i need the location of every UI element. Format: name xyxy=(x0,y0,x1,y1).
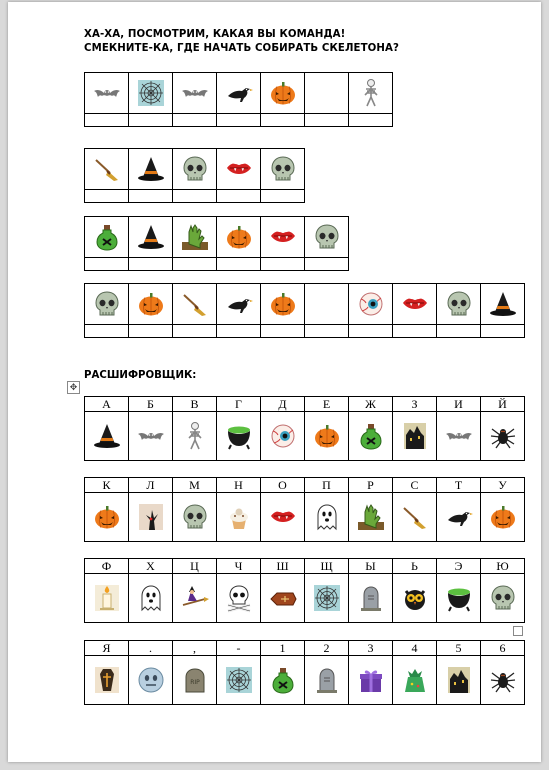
skeleton-icon xyxy=(356,78,386,108)
decoder-table-2 xyxy=(84,477,525,542)
answer-cell[interactable] xyxy=(173,258,217,271)
answer-cell[interactable] xyxy=(261,258,305,271)
answer-cell[interactable] xyxy=(261,190,305,203)
lips-icon xyxy=(400,289,430,319)
moon-face-icon xyxy=(136,665,166,695)
answer-cell[interactable] xyxy=(85,325,129,338)
lips-icon xyxy=(268,222,298,252)
answer-cell[interactable] xyxy=(217,325,261,338)
decoder-picture xyxy=(217,412,261,461)
decoder-picture xyxy=(481,574,525,623)
decoder-letter: Х xyxy=(129,559,173,574)
haunted-house-icon xyxy=(400,421,430,451)
skull-icon xyxy=(180,502,210,532)
decoder-letter: И xyxy=(437,397,481,412)
decoder-picture xyxy=(437,412,481,461)
decoder-letter: К xyxy=(85,478,129,493)
witch-on-broom-icon xyxy=(180,583,210,613)
decoder-picture xyxy=(437,493,481,542)
answer-cell[interactable] xyxy=(305,325,349,338)
answer-cell[interactable] xyxy=(217,114,261,127)
decoder-letter: Ц xyxy=(173,559,217,574)
gift-box-icon xyxy=(356,665,386,695)
pumpkin-icon xyxy=(224,222,254,252)
decoder-letter: 1 xyxy=(261,641,305,656)
coffin-icon xyxy=(268,583,298,613)
gravestone-icon xyxy=(356,583,386,613)
candle-icon xyxy=(92,583,122,613)
answer-cell[interactable] xyxy=(129,114,173,127)
answer-cell[interactable] xyxy=(173,114,217,127)
decoder-letter: 3 xyxy=(349,641,393,656)
answer-cell[interactable] xyxy=(261,114,305,127)
potion-bottle-icon xyxy=(268,665,298,695)
puzzle-table-2 xyxy=(84,148,305,203)
puzzle-cell[interactable] xyxy=(129,149,173,190)
decoder-letter: Н xyxy=(217,478,261,493)
skull-icon xyxy=(444,289,474,319)
puzzle-cell[interactable] xyxy=(85,217,129,258)
puzzle-cell[interactable] xyxy=(393,284,437,325)
cupcake-icon xyxy=(224,502,254,532)
decoder-picture xyxy=(349,493,393,542)
crow-icon xyxy=(224,289,254,319)
decoder-picture xyxy=(173,412,217,461)
puzzle-cell[interactable] xyxy=(349,73,393,114)
puzzle-table-4 xyxy=(84,283,525,338)
decoder-picture xyxy=(349,412,393,461)
puzzle-cell[interactable] xyxy=(173,284,217,325)
decoder-picture xyxy=(173,493,217,542)
decoder-letter: А xyxy=(85,397,129,412)
decoder-picture xyxy=(129,412,173,461)
witch-hat-icon xyxy=(92,421,122,451)
decoder-letter: Ы xyxy=(349,559,393,574)
gravestone-icon xyxy=(312,665,342,695)
decoder-title: РАСШИФРОВЩИК: xyxy=(84,370,197,381)
decoder-letter: П xyxy=(305,478,349,493)
skull-icon xyxy=(488,583,518,613)
decoder-picture xyxy=(481,656,525,705)
decoder-letter: Г xyxy=(217,397,261,412)
decoder-picture xyxy=(481,493,525,542)
decoder-picture xyxy=(261,412,305,461)
witch-hat-icon xyxy=(488,289,518,319)
spider-icon xyxy=(488,665,518,695)
decoder-letter: Э xyxy=(437,559,481,574)
potion-bottle-icon xyxy=(356,421,386,451)
cauldron-icon xyxy=(224,421,254,451)
decoder-picture xyxy=(305,656,349,705)
skull-icon xyxy=(180,154,210,184)
decoder-letter: Щ xyxy=(305,559,349,574)
puzzle-cell[interactable] xyxy=(261,73,305,114)
decoder-letter: Ж xyxy=(349,397,393,412)
decoder-letter: Б xyxy=(129,397,173,412)
decoder-letter: Я xyxy=(85,641,129,656)
decoder-letter: 6 xyxy=(481,641,525,656)
broom-icon xyxy=(92,154,122,184)
puzzle-cell[interactable] xyxy=(129,217,173,258)
decoder-picture xyxy=(261,656,305,705)
coffin-cross-icon xyxy=(92,665,122,695)
answer-cell[interactable] xyxy=(481,325,525,338)
decoder-letter: Ф xyxy=(85,559,129,574)
decoder-letter: 2 xyxy=(305,641,349,656)
table-move-handle-icon[interactable]: ✥ xyxy=(67,381,80,394)
decoder-letter: . xyxy=(129,641,173,656)
puzzle-cell[interactable] xyxy=(261,217,305,258)
puzzle-cell[interactable] xyxy=(217,217,261,258)
decoder-picture xyxy=(393,493,437,542)
decoder-picture xyxy=(217,574,261,623)
puzzle-cell[interactable] xyxy=(173,217,217,258)
decoder-picture xyxy=(393,412,437,461)
decoder-letter: М xyxy=(173,478,217,493)
eyeball-icon xyxy=(356,289,386,319)
answer-cell[interactable] xyxy=(129,325,173,338)
decoder-picture xyxy=(305,412,349,461)
answer-cell[interactable] xyxy=(217,258,261,271)
witch-hat-icon xyxy=(136,154,166,184)
decoder-picture xyxy=(129,656,173,705)
decoder-picture xyxy=(217,656,261,705)
decoder-picture xyxy=(85,574,129,623)
decoder-picture xyxy=(173,656,217,705)
owl-icon xyxy=(400,583,430,613)
decoder-letter: В xyxy=(173,397,217,412)
decoder-picture xyxy=(85,493,129,542)
answer-cell[interactable] xyxy=(173,325,217,338)
puzzle-cell[interactable] xyxy=(129,284,173,325)
decoder-picture xyxy=(305,493,349,542)
skull-icon xyxy=(92,289,122,319)
svg-text:RIP: RIP xyxy=(189,679,200,686)
answer-cell[interactable] xyxy=(173,190,217,203)
decoder-letter: Е xyxy=(305,397,349,412)
puzzle-cell[interactable] xyxy=(85,284,129,325)
decoder-letter: 4 xyxy=(393,641,437,656)
answer-cell[interactable] xyxy=(393,325,437,338)
ghost-icon xyxy=(136,583,166,613)
decoder-picture xyxy=(393,656,437,705)
decoder-picture xyxy=(85,412,129,461)
title-line-1: ХА-ХА, ПОСМОТРИМ, КАКАЯ ВЫ КОМАНДА! xyxy=(84,29,346,40)
spider-icon xyxy=(488,421,518,451)
puzzle-cell[interactable] xyxy=(173,149,217,190)
answer-cell[interactable] xyxy=(129,190,173,203)
skeleton-icon xyxy=(180,421,210,451)
pumpkin-icon xyxy=(136,289,166,319)
decoder-picture xyxy=(129,493,173,542)
page-title xyxy=(84,28,399,56)
bat-icon xyxy=(92,78,122,108)
potion-bottle-icon xyxy=(92,222,122,252)
decoder-picture xyxy=(481,412,525,461)
decoder-letter: Д xyxy=(261,397,305,412)
crow-icon xyxy=(444,502,474,532)
answer-cell[interactable] xyxy=(437,325,481,338)
answer-cell[interactable] xyxy=(85,114,129,127)
puzzle-cell[interactable] xyxy=(217,149,261,190)
puzzle-cell[interactable] xyxy=(305,73,349,114)
decoder-picture xyxy=(393,574,437,623)
decoder-table-3 xyxy=(84,558,525,623)
puzzle-table-1 xyxy=(84,72,393,127)
decoder-letter: З xyxy=(393,397,437,412)
skull-icon xyxy=(312,222,342,252)
puzzle-cell[interactable] xyxy=(85,73,129,114)
puzzle-cell[interactable] xyxy=(85,149,129,190)
lips-icon xyxy=(224,154,254,184)
decoder-picture xyxy=(437,574,481,623)
pumpkin-icon xyxy=(268,78,298,108)
puzzle-cell[interactable] xyxy=(481,284,525,325)
answer-cell[interactable] xyxy=(85,258,129,271)
puzzle-cell[interactable] xyxy=(261,284,305,325)
decoder-letter: Ю xyxy=(481,559,525,574)
pumpkin-icon xyxy=(488,502,518,532)
zombie-hand-icon xyxy=(180,222,210,252)
answer-cell[interactable] xyxy=(305,258,349,271)
decoder-table-1 xyxy=(84,396,525,461)
decoder-letter: О xyxy=(261,478,305,493)
decoder-picture xyxy=(349,656,393,705)
decoder-letter: Л xyxy=(129,478,173,493)
rip-gravestone-icon xyxy=(180,665,210,695)
dead-tree-icon xyxy=(136,502,166,532)
pumpkin-icon xyxy=(312,421,342,451)
table-resize-handle[interactable] xyxy=(513,626,523,636)
bat-icon xyxy=(136,421,166,451)
answer-cell[interactable] xyxy=(217,190,261,203)
decoder-picture xyxy=(349,574,393,623)
decoder-letter: Ш xyxy=(261,559,305,574)
answer-cell[interactable] xyxy=(129,258,173,271)
puzzle-cell[interactable] xyxy=(217,73,261,114)
title-line-2: СМЕКНИТЕ-КА, ГДЕ НАЧАТЬ СОБИРАТЬ СКЕЛЕТОНА? xyxy=(84,43,400,54)
answer-cell[interactable] xyxy=(305,114,349,127)
decoder-letter: , xyxy=(173,641,217,656)
decoder-picture xyxy=(437,656,481,705)
decoder-picture xyxy=(217,493,261,542)
broom-icon xyxy=(180,289,210,319)
answer-cell[interactable] xyxy=(261,325,305,338)
skull-icon xyxy=(268,154,298,184)
decoder-table-4 xyxy=(84,640,525,705)
broom-icon xyxy=(400,502,430,532)
decoder-letter: Т xyxy=(437,478,481,493)
decoder-picture xyxy=(261,493,305,542)
puzzle-table-3 xyxy=(84,216,349,271)
decoder-picture xyxy=(173,574,217,623)
decoder-picture xyxy=(305,574,349,623)
decoder-picture xyxy=(129,574,173,623)
lips-icon xyxy=(268,502,298,532)
puzzle-cell[interactable] xyxy=(217,284,261,325)
bat-icon xyxy=(180,78,210,108)
ghost-icon xyxy=(312,502,342,532)
crow-icon xyxy=(224,78,254,108)
decoder-letter: Й xyxy=(481,397,525,412)
bat-icon xyxy=(444,421,474,451)
decoder-letter: 5 xyxy=(437,641,481,656)
decoder-letter: С xyxy=(393,478,437,493)
witch-hat-icon xyxy=(136,222,166,252)
puzzle-cell[interactable] xyxy=(305,217,349,258)
zombie-hand-icon xyxy=(356,502,386,532)
puzzle-cell[interactable] xyxy=(173,73,217,114)
candy-bag-icon xyxy=(400,665,430,695)
decoder-letter: У xyxy=(481,478,525,493)
answer-cell[interactable] xyxy=(85,190,129,203)
decoder-picture xyxy=(261,574,305,623)
cobweb-icon xyxy=(312,583,342,613)
decoder-letter: - xyxy=(217,641,261,656)
skull-crossbones-icon xyxy=(224,583,254,613)
decoder-letter: Р xyxy=(349,478,393,493)
haunted-house-icon xyxy=(444,665,474,695)
answer-cell[interactable] xyxy=(349,325,393,338)
cauldron-icon xyxy=(444,583,474,613)
cobweb-icon xyxy=(136,78,166,108)
answer-cell[interactable] xyxy=(349,114,393,127)
puzzle-cell[interactable] xyxy=(129,73,173,114)
decoder-letter: Ч xyxy=(217,559,261,574)
pumpkin-icon xyxy=(92,502,122,532)
puzzle-cell[interactable] xyxy=(349,284,393,325)
cobweb-icon xyxy=(224,665,254,695)
puzzle-cell[interactable] xyxy=(305,284,349,325)
decoder-picture xyxy=(85,656,129,705)
eyeball-icon xyxy=(268,421,298,451)
puzzle-cell[interactable] xyxy=(261,149,305,190)
decoder-letter: Ь xyxy=(393,559,437,574)
pumpkin-icon xyxy=(268,289,298,319)
puzzle-cell[interactable] xyxy=(437,284,481,325)
